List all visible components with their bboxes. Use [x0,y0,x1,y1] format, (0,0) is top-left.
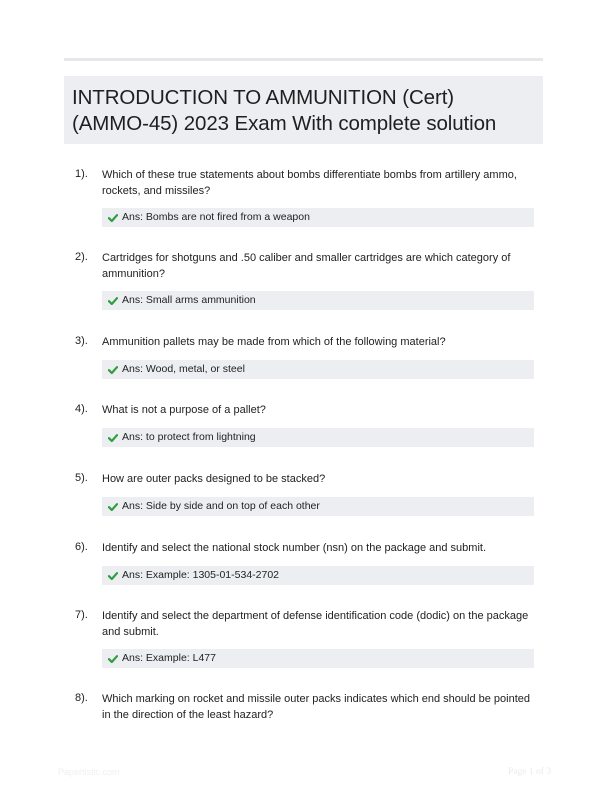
top-divider [64,58,543,61]
question-text: What is not a purpose of a pallet? [102,404,266,416]
check-icon [108,654,118,664]
check-icon [108,433,118,443]
question-number: 3). [75,335,88,347]
answer-text: Ans: Wood, metal, or steel [122,363,245,375]
question-text: Cartridges for shotguns and .50 caliber and smaller cartridges are which category of ammunition? [102,252,511,280]
answer-box [102,208,534,227]
question-number: 8). [75,692,88,704]
footer-watermark: Papertistic.com [58,767,120,777]
question-text: Ammunition pallets may be made from which of the following material? [102,336,446,348]
answer-box [102,291,534,310]
check-icon [108,213,118,223]
answer-text: Ans: Example: L477 [122,652,216,664]
answer-text: Ans: Example: 1305-01-534-2702 [122,569,280,581]
check-icon [108,296,118,306]
answer-box [102,360,534,379]
answer-text: Ans: Side by side and on top of each other [122,500,320,512]
document-title [64,76,543,144]
page-number: Page 1 of 3 [508,767,552,777]
answer-text: Ans: Small arms ammunition [122,294,256,306]
answer-text: Ans: to protect from lightning [122,431,256,443]
title-line-1: INTRODUCTION TO AMMUNITION (Cert) [72,86,455,109]
question-text: Which marking on rocket and missile outer packs indicates which end should be pointed in the direction of the least hazard? [102,693,531,721]
question-number: 7). [75,609,88,621]
question-number: 6). [75,541,88,553]
question-text: Identify and select the department of defense identification code (dodic) on the package and submit. [102,610,529,638]
question-number: 2). [75,251,88,263]
answer-box [102,566,534,585]
check-icon [108,571,118,581]
question-text: Identify and select the national stock number (nsn) on the package and submit. [102,542,487,554]
check-icon [108,502,118,512]
question-text: How are outer packs designed to be stacked? [102,473,326,485]
question-number: 1). [75,168,88,180]
answer-box [102,428,534,447]
title-line-2: (AMMO-45) 2023 Exam With complete solution [72,112,497,135]
answer-text: Ans: Bombs are not fired from a weapon [122,211,310,223]
question-number: 4). [75,403,88,415]
question-number: 5). [75,472,88,484]
answer-box [102,649,534,668]
check-icon [108,365,118,375]
question-text: Which of these true statements about bombs differentiate bombs from artillery ammo, rockets, and missiles? [102,169,517,197]
answer-box [102,497,534,516]
